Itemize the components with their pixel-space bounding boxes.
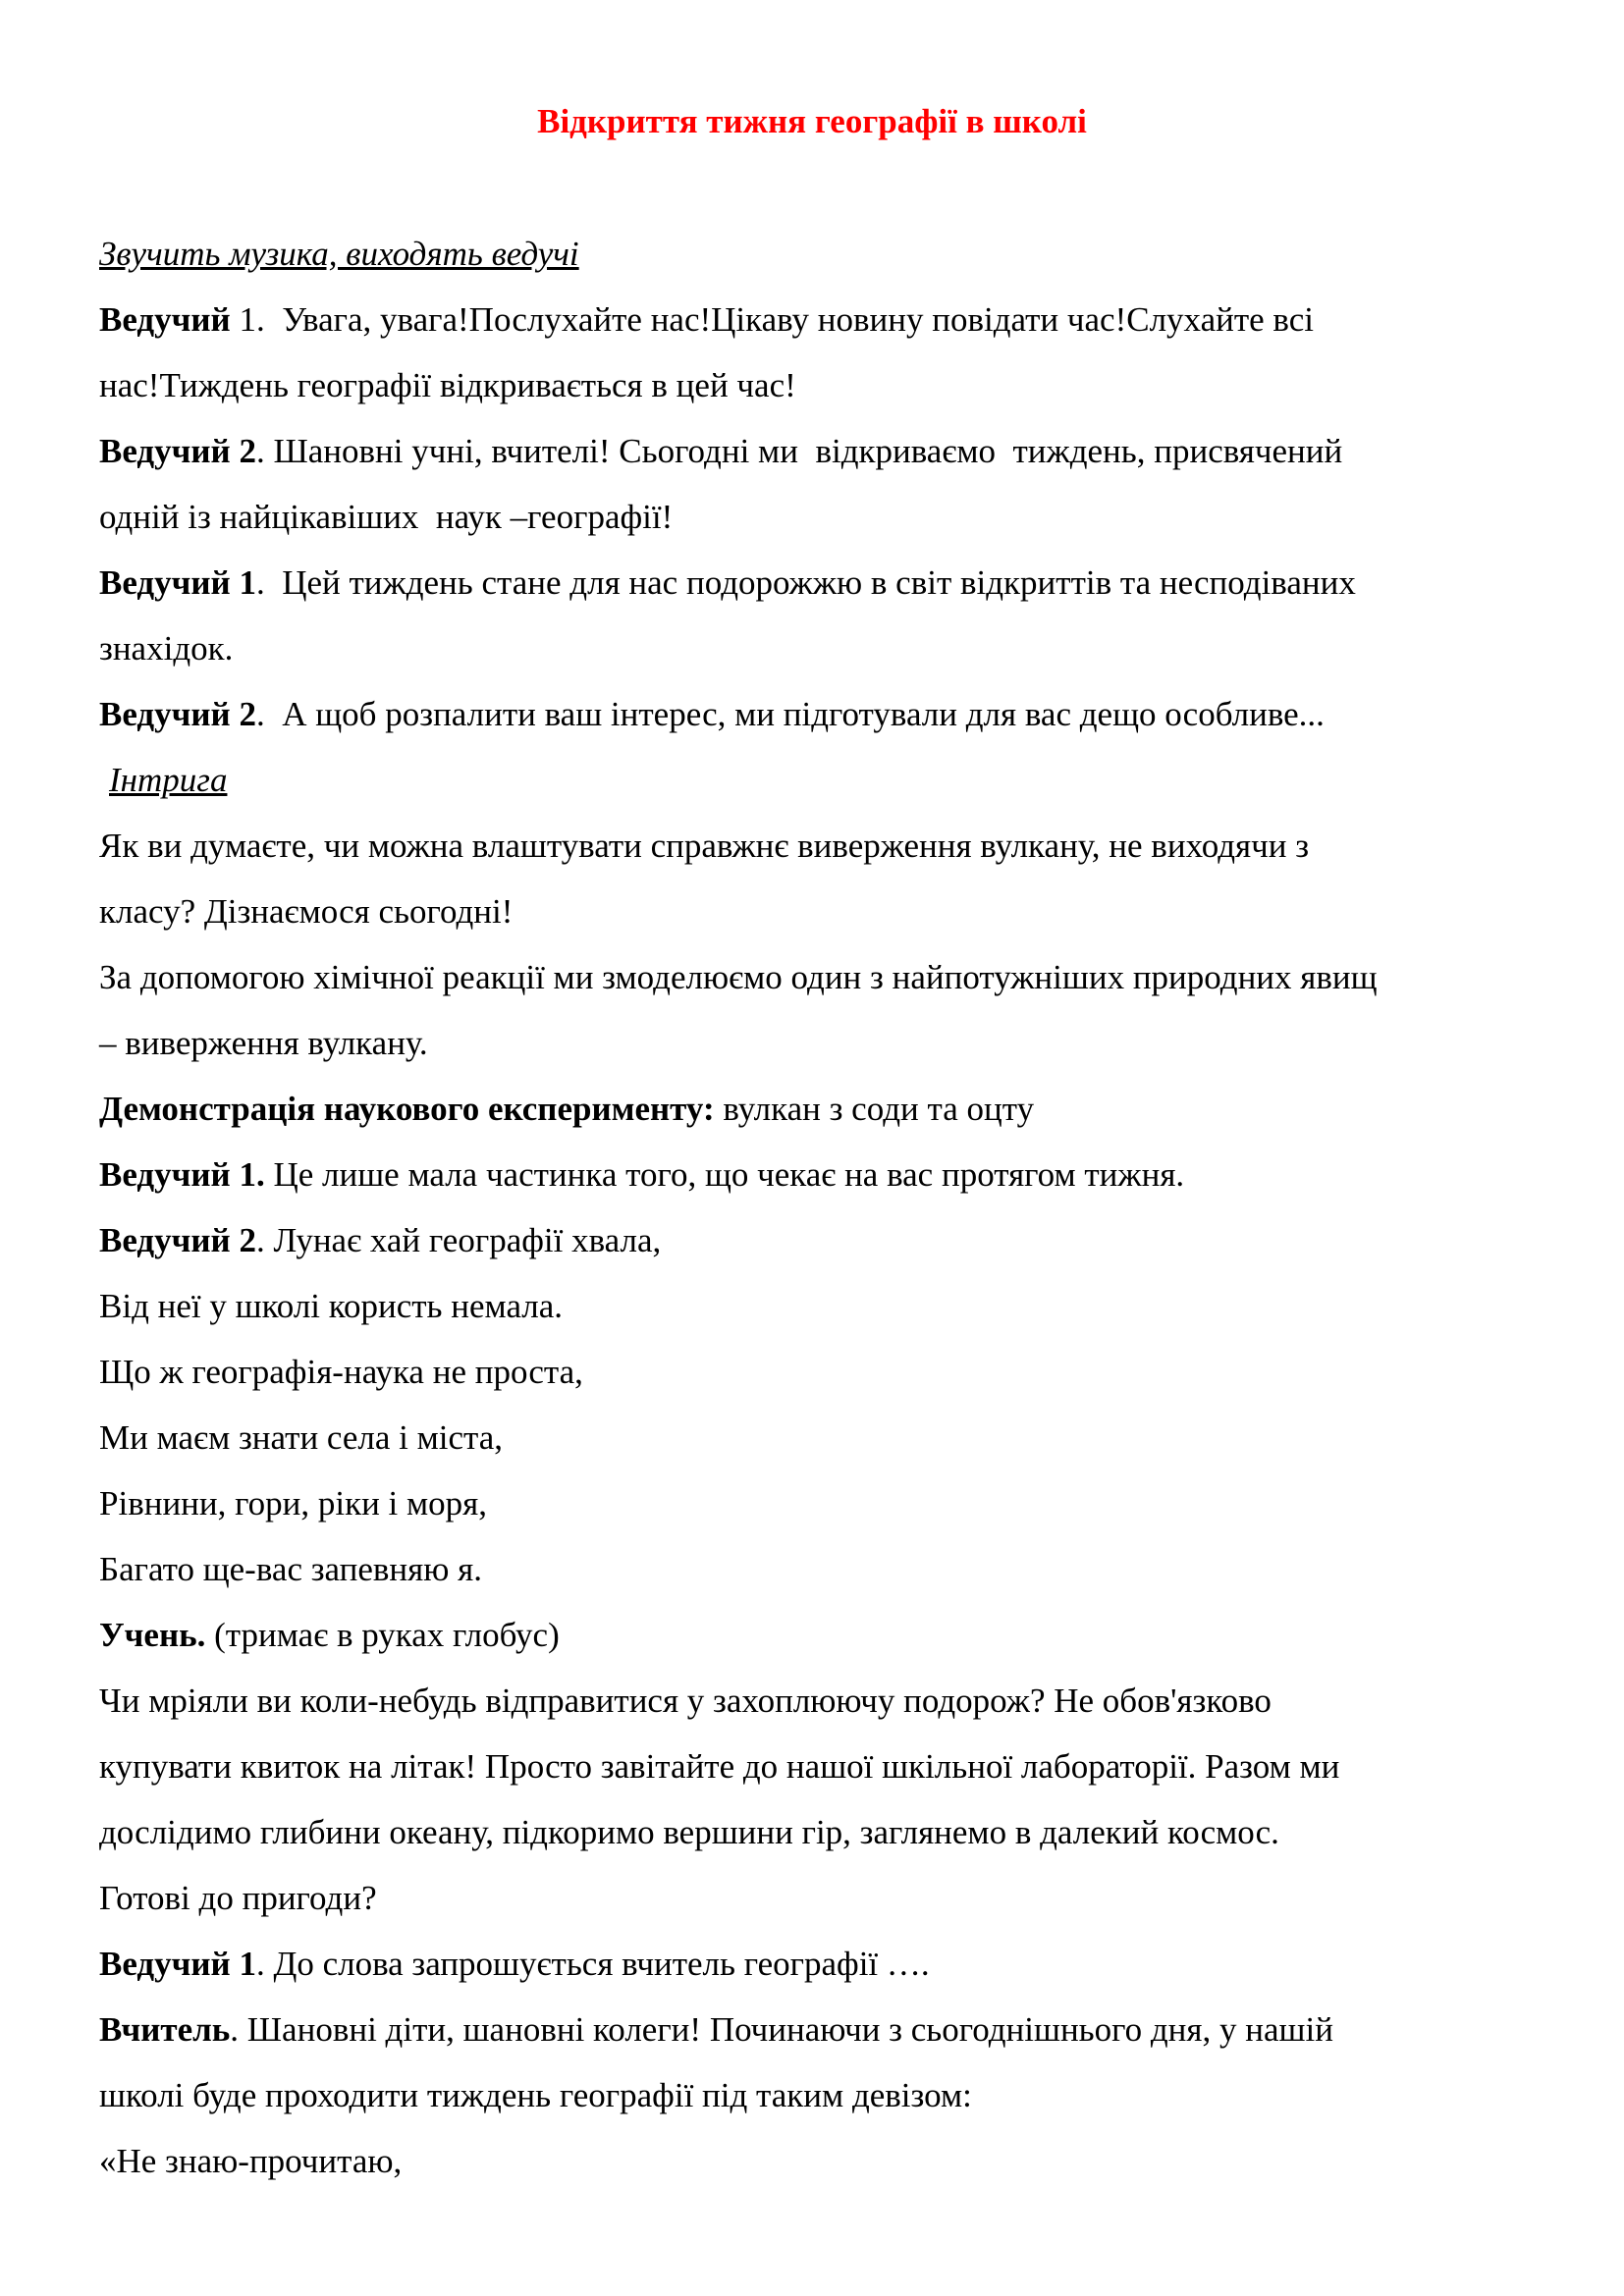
text-line bbox=[99, 484, 1543, 550]
text-line bbox=[99, 287, 1543, 352]
line-text: вулкан з соди та оцту bbox=[714, 1090, 1035, 1128]
text-line bbox=[99, 418, 1543, 484]
text-line bbox=[99, 1076, 1543, 1142]
line-text: . Шановні діти, шановні колеги! Починаючи з сьогоднішнього дня, у нашій bbox=[230, 2010, 1333, 2049]
line-text: класу? Дізнаємося сьогодні! bbox=[99, 892, 514, 931]
line-text: Як ви думаєте, чи можна влаштувати справжнє виверження вулкану, не виходячи з bbox=[99, 827, 1310, 865]
text-line bbox=[99, 944, 1543, 1010]
line-text: знахідок. bbox=[99, 629, 234, 667]
line-text: Чи мріяли ви коли-небудь відправитися у захоплюючу подорож? Не обов'язково bbox=[99, 1682, 1272, 1720]
text-line bbox=[99, 2128, 1543, 2194]
text-line bbox=[99, 615, 1543, 681]
text-line bbox=[99, 352, 1543, 418]
text-line bbox=[99, 1405, 1543, 1470]
line-text: . А щоб розпалити ваш інтерес, ми підготували для вас дещо особливе... bbox=[255, 695, 1325, 733]
line-text: . Лунає хай географії хвала, bbox=[255, 1221, 662, 1259]
text-line bbox=[99, 1602, 1543, 1668]
speaker-label: Ведучий 1. bbox=[99, 1155, 265, 1194]
line-text: 1. Увага, увага!Послухайте нас!Цікаву новину повідати час!Слухайте всі bbox=[230, 300, 1315, 339]
stage-direction: Звучить музика, виходять ведучі bbox=[99, 235, 579, 273]
speaker-label: Ведучий 2 bbox=[99, 1221, 256, 1259]
line-text: школі буде проходити тиждень географії під таким девізом: bbox=[99, 2076, 972, 2114]
line-text: дослідимо глибини океану, підкоримо вершини гір, заглянемо в далекий космос. bbox=[99, 1813, 1279, 1851]
text-line bbox=[99, 681, 1543, 747]
text-line bbox=[99, 1207, 1543, 1273]
line-text: Від неї у школі користь немала. bbox=[99, 1287, 564, 1325]
text-line bbox=[99, 1799, 1543, 1865]
text-line bbox=[99, 1931, 1543, 1997]
document-title: Відкриття тижня географії в школі bbox=[537, 102, 1087, 140]
speaker-label: Ведучий bbox=[99, 300, 231, 339]
speaker-label: Ведучий 1 bbox=[99, 1945, 256, 1983]
line-text: . Цей тиждень стане для нас подорожжю в світ відкриттів та несподіваних bbox=[255, 563, 1356, 602]
speaker-label: Учень. bbox=[99, 1616, 206, 1654]
text-line bbox=[99, 1273, 1543, 1339]
stage-direction: Інтрига bbox=[109, 761, 228, 799]
line-text: . До слова запрошується вчитель географії …. bbox=[255, 1945, 930, 1983]
line-text: – виверження вулкану. bbox=[99, 1024, 428, 1062]
speaker-label: Демонстрація наукового експерименту: bbox=[99, 1090, 715, 1128]
text-line bbox=[99, 879, 1543, 944]
text-line bbox=[99, 1339, 1543, 1405]
line-text: Багато ще-вас запевняю я. bbox=[99, 1550, 482, 1588]
text-line bbox=[99, 1997, 1543, 2062]
text-line bbox=[99, 1142, 1543, 1207]
text-line bbox=[99, 221, 1543, 287]
line-text: . Шановні учні, вчителі! Сьогодні ми відкриваємо тиждень, присвячений bbox=[255, 432, 1343, 470]
line-text: Що ж географія-наука не проста, bbox=[99, 1353, 583, 1391]
line-text: одній із найцікавіших наук –географії! bbox=[99, 498, 674, 536]
text-line bbox=[99, 1865, 1543, 1931]
speaker-label: Ведучий 1 bbox=[99, 563, 256, 602]
text-line bbox=[99, 550, 1543, 615]
line-text: Ми маєм знати села і міста, bbox=[99, 1418, 504, 1457]
line-text: Рівнини, гори, ріки і моря, bbox=[99, 1484, 488, 1522]
text-line bbox=[99, 1734, 1543, 1799]
text-line bbox=[99, 813, 1543, 879]
text-line bbox=[99, 1470, 1543, 1536]
document-body bbox=[99, 221, 1543, 2194]
line-text: купувати квиток на літак! Просто завітайте до нашої шкільної лабораторії. Разом ми bbox=[99, 1747, 1340, 1786]
line-text: Готові до пригоди? bbox=[99, 1879, 377, 1917]
line-text: «Не знаю-прочитаю, bbox=[99, 2142, 403, 2180]
text-line bbox=[99, 2062, 1543, 2128]
speaker-label: Вчитель bbox=[99, 2010, 231, 2049]
text-line bbox=[99, 1668, 1543, 1734]
text-line bbox=[99, 747, 1543, 813]
speaker-label: Ведучий 2 bbox=[99, 432, 256, 470]
line-text: Це лише мала частинка того, що чекає на вас протягом тижня. bbox=[264, 1155, 1185, 1194]
text-line bbox=[99, 1010, 1543, 1076]
line-text: (тримає в руках глобус) bbox=[205, 1616, 560, 1654]
text-line bbox=[99, 1536, 1543, 1602]
line-text: нас!Тиждень географії відкривається в цей час! bbox=[99, 366, 796, 404]
line-text: За допомогою хімічної реакції ми змоделюємо один з найпотужніших природних явищ bbox=[99, 958, 1378, 996]
speaker-label: Ведучий 2 bbox=[99, 695, 256, 733]
